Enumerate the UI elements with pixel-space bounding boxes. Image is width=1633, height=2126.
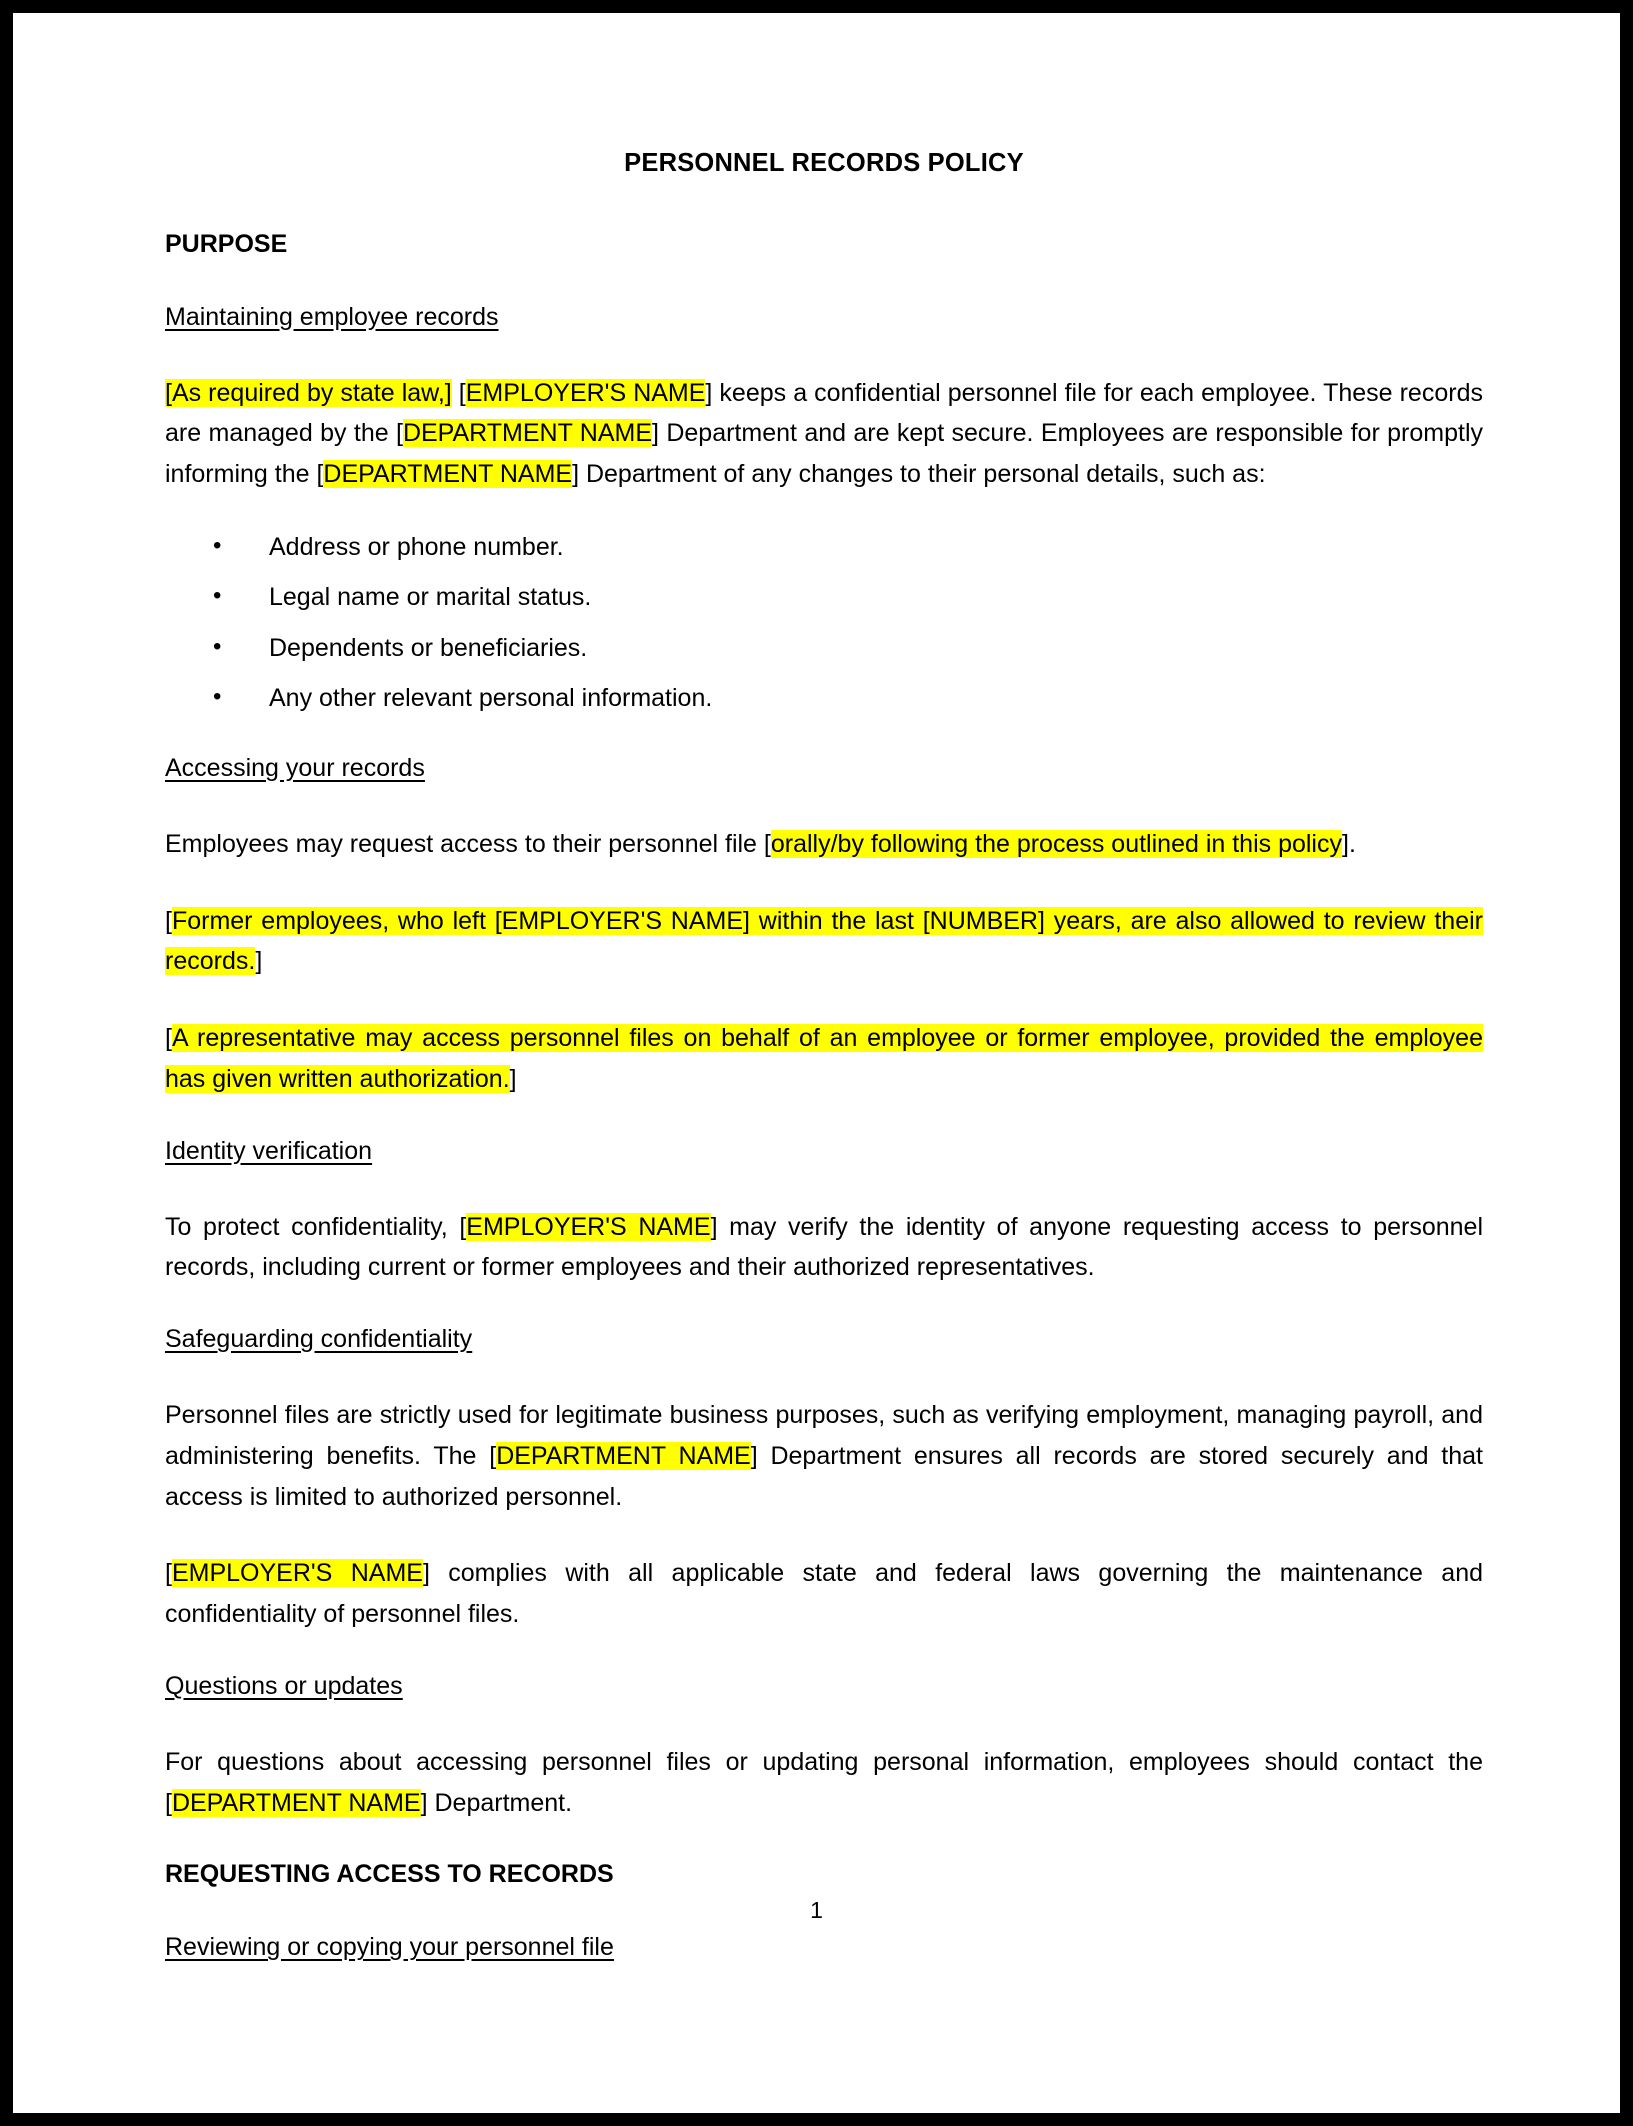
subheading-accessing-your-records <box>165 753 1483 783</box>
placeholder-department-name-3: DEPARTMENT NAME <box>496 1441 751 1470</box>
paragraph-text-segment-3: ] Department of any changes to their personal details, such as: <box>572 460 1266 489</box>
paragraph-representative-access <box>165 1018 1483 1100</box>
subheading-reviewing-or-copying <box>165 1932 1483 1962</box>
optional-clause-representative: A representative may access personnel files on behalf of an employee or former employee, provided the employee has given written authorization. <box>165 1024 1483 1093</box>
list-item-label: Legal name or marital status. <box>269 583 592 612</box>
list-item-label: Dependents or beneficiaries. <box>269 633 588 662</box>
document-title: PERSONNEL RECORDS POLICY <box>624 149 1024 177</box>
paragraph-text-segment-10: ] complies with all applicable state and federal laws governing the maintenance and confidentiality of personnel files. <box>165 1559 1483 1629</box>
section-heading-requesting-access: REQUESTING ACCESS TO RECORDS <box>165 1860 614 1889</box>
document-page <box>13 13 1620 2113</box>
placeholder-employer-name-3: EMPLOYER'S NAME <box>171 1559 423 1588</box>
paragraph-maintaining-records <box>165 373 1483 495</box>
subheading-safeguarding-confidentiality-label: Safeguarding confidentiality <box>165 1325 473 1354</box>
paragraph-identity-verification <box>165 1207 1483 1289</box>
paragraph-text-close-bracket-3: ] <box>509 1064 517 1093</box>
document-body <box>165 148 1483 2003</box>
subheading-safeguarding-confidentiality <box>165 1324 1483 1354</box>
subheading-maintaining-employee-records-label: Maintaining employee records <box>165 302 499 331</box>
paragraph-text-open-bracket: [ <box>451 378 466 407</box>
paragraph-legal-compliance <box>165 1553 1483 1635</box>
paragraph-text-segment-4: Employees may request access to their personnel file [ <box>165 829 771 858</box>
paragraph-request-access <box>165 824 1483 865</box>
paragraph-text-segment-11: For questions about accessing personnel files or updating personal information, employees should contact the [ <box>165 1747 1483 1817</box>
paragraph-text-segment-2: ] Department and are kept secure. Employees are responsible for promptly informing the [ <box>165 419 1484 489</box>
paragraph-text-open-bracket-4: [ <box>165 1559 172 1588</box>
paragraph-text-segment-7: ] may verify the identity of anyone requesting access to personnel records, including current or former employees and their authorized representatives. <box>165 1212 1483 1282</box>
optional-clause-former-employees: Former employees, who left [EMPLOYER'S NAME] within the last [NUMBER] years, are also allowed to review their records. <box>165 906 1483 976</box>
paragraph-text-segment-9: ] Department ensures all records are stored securely and that access is limited to authorized personnel. <box>165 1441 1483 1511</box>
paragraph-text-segment-1: ] keeps a confidential personnel file for each employee. These records are managed by the [ <box>165 378 1483 448</box>
list-item-label: Address or phone number. <box>269 532 564 561</box>
placeholder-employer-name-1: EMPLOYER'S NAME <box>465 378 706 407</box>
paragraph-text-open-bracket-3: [ <box>165 1024 172 1053</box>
paragraph-text-close-bracket-2: ] <box>255 947 263 976</box>
subheading-accessing-your-records-label: Accessing your records <box>165 753 425 782</box>
list-item <box>165 581 1483 614</box>
paragraph-questions-contact <box>165 1742 1483 1824</box>
paragraph-text-segment-5: ]. <box>1342 829 1356 858</box>
list-item <box>165 531 1483 564</box>
subheading-identity-verification <box>165 1136 1483 1166</box>
list-item <box>165 682 1483 715</box>
list-item-label: Any other relevant personal information. <box>269 684 713 713</box>
paragraph-former-employees <box>165 901 1483 983</box>
paragraph-legitimate-business-purposes <box>165 1395 1483 1517</box>
placeholder-department-name-4: DEPARTMENT NAME <box>171 1788 421 1817</box>
list-item <box>165 632 1483 665</box>
placeholder-employer-name-2: EMPLOYER'S NAME <box>466 1212 711 1241</box>
paragraph-text-segment-8: Personnel files are strictly used for legitimate business purposes, such as verifying employment, managing payroll, and administering benefits. The [ <box>165 1401 1483 1470</box>
personal-details-bullet-list <box>165 531 1483 715</box>
page-number: 1 <box>810 1897 823 1923</box>
paragraph-text-segment-6: To protect confidentiality, [ <box>165 1212 467 1241</box>
subheading-identity-verification-label: Identity verification <box>165 1136 373 1165</box>
subheading-questions-or-updates-label: Questions or updates <box>165 1671 403 1700</box>
subheading-questions-or-updates <box>165 1671 1483 1701</box>
placeholder-department-name-2: DEPARTMENT NAME <box>323 460 573 489</box>
paragraph-text-segment-12: ] Department. <box>420 1788 573 1817</box>
placeholder-access-process: orally/by following the process outlined in this policy <box>770 829 1342 858</box>
section-heading-purpose: PURPOSE <box>165 229 288 258</box>
placeholder-department-name-1: DEPARTMENT NAME <box>402 419 653 448</box>
subheading-reviewing-or-copying-label: Reviewing or copying your personnel file <box>165 1933 614 1962</box>
placeholder-state-law: [As required by state law,] <box>165 378 452 407</box>
subheading-maintaining-employee-records <box>165 302 1483 332</box>
paragraph-text-open-bracket-2: [ <box>165 906 172 935</box>
